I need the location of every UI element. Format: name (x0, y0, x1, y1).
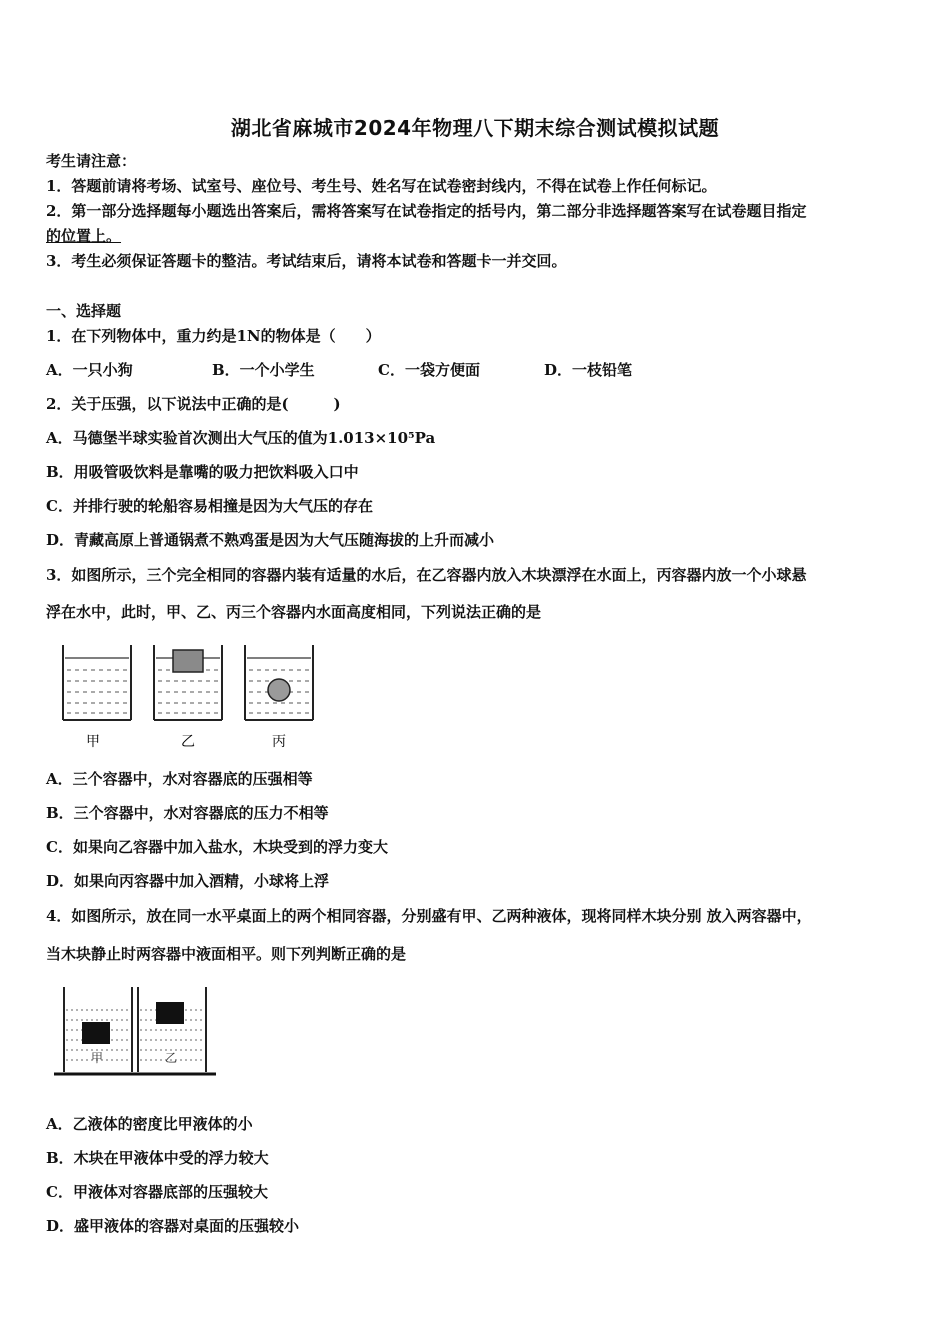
q1-option-b: B．一个小学生 (212, 361, 315, 379)
wood-block-jia (82, 1022, 110, 1044)
wood-block (173, 650, 203, 672)
q1-option-d: D．一枝铅笔 (544, 361, 633, 379)
q1-option-c: C．一袋方便面 (378, 361, 480, 379)
q4-option-d: D．盛甲液体的容器对桌面的压强较小 (46, 1217, 300, 1235)
q3-option-b: B．三个容器中，水对容器底的压力不相等 (46, 804, 329, 822)
q4-stem-line2: 当木块静止时两容器中液面相平。则下列判断正确的是 (46, 945, 407, 963)
q3-label-bing: 丙 (272, 734, 286, 750)
notice-item-2: 2．第一部分选择题每小题选出答案后，需将答案写在试卷指定的括号内，第二部分非选择题答案写在试卷题目指定 (46, 202, 807, 220)
q3-stem-line2: 浮在水中，此时，甲、乙、丙三个容器内水面高度相同，下列说法正确的是 (46, 603, 542, 621)
q4-stem-line1: 4．如图所示，放在同一水平桌面上的两个相同容器，分别盛有甲、乙两种液体，现将同样木块分别 放入两容器中， (46, 907, 812, 925)
q4-figure (50, 982, 220, 1082)
q2-option-d: D．青藏高原上普通锅煮不熟鸡蛋是因为大气压随海拔的上升而减小 (46, 531, 495, 549)
q4-label-yi: 乙 (164, 1051, 178, 1065)
q2-option-a: A．马德堡半球实验首次测出大气压的值为1.013×10⁵Pa (46, 429, 436, 447)
q1-option-a: A．一只小狗 (46, 361, 133, 379)
section-heading: 一、选择题 (46, 302, 122, 320)
q2-stem: 2．关于压强，以下说法中正确的是( ) (46, 395, 341, 413)
q3-figure (55, 640, 325, 755)
q4-option-c: C．甲液体对容器底部的压强较大 (46, 1183, 268, 1201)
notice-item-3: 3．考生必须保证答题卡的整洁。考试结束后，请将本试卷和答题卡一并交回。 (46, 252, 567, 270)
q2-option-c: C．并排行驶的轮船容易相撞是因为大气压的存在 (46, 497, 373, 515)
container-yi (154, 645, 222, 720)
q3-option-d: D．如果向丙容器中加入酒精，小球将上浮 (46, 872, 330, 890)
q3-label-yi: 乙 (181, 734, 195, 750)
ball (268, 679, 290, 701)
q4-label-jia: 甲 (90, 1051, 104, 1065)
q4-option-a: A．乙液体的密度比甲液体的小 (46, 1115, 253, 1133)
q3-option-c: C．如果向乙容器中加入盐水，木块受到的浮力变大 (46, 838, 388, 856)
wood-block-yi (156, 1002, 184, 1024)
q3-stem-line1: 3．如图所示，三个完全相同的容器内装有适量的水后，在乙容器内放入木块漂浮在水面上，丙容器内放一个小球悬 (46, 566, 807, 584)
q4-option-b: B．木块在甲液体中受的浮力较大 (46, 1149, 269, 1167)
container-jia (63, 645, 131, 720)
q3-label-jia: 甲 (86, 734, 100, 750)
notice-item-1: 1．答题前请将考场、试室号、座位号、考生号、姓名写在试卷密封线内，不得在试卷上作任何标记。 (46, 177, 717, 195)
q1-options (46, 359, 906, 381)
container-bing (245, 645, 313, 720)
notice-item-2-cont: 的位置上。 (46, 227, 122, 245)
notice-heading: 考生请注意： (46, 152, 137, 170)
q1-stem: 1．在下列物体中，重力约是1N的物体是（ ） (46, 327, 381, 345)
page-title: 湖北省麻城市2024年物理八下期末综合测试模拟试题 (230, 116, 720, 140)
q3-option-a: A．三个容器中，水对容器底的压强相等 (46, 770, 313, 788)
q2-option-b: B．用吸管吸饮料是靠嘴的吸力把饮料吸入口中 (46, 463, 359, 481)
